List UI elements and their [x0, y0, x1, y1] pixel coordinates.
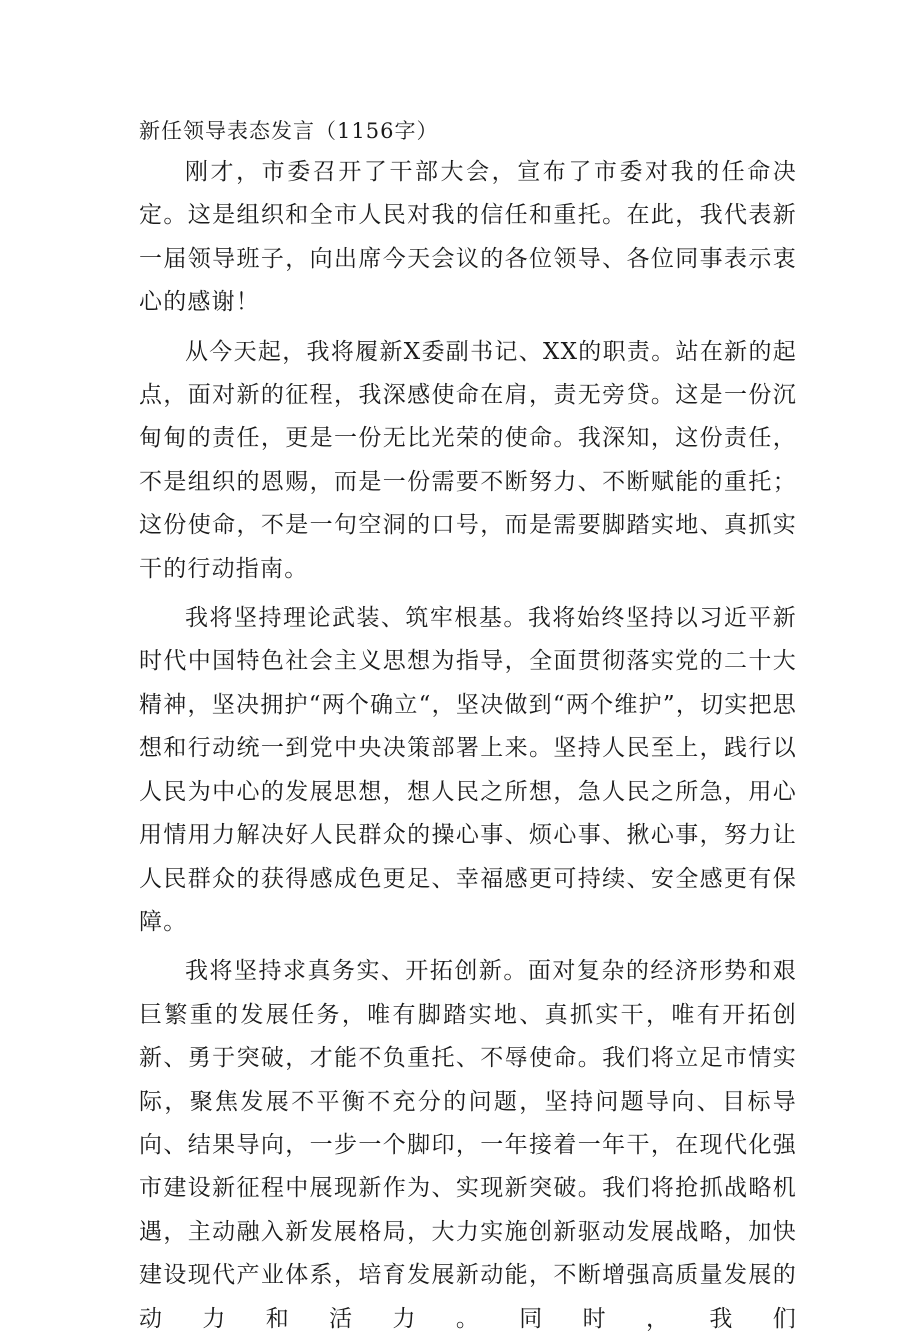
paragraph-theory: 我将坚持理论武装、筑牢根基。我将始终坚持以习近平新时代中国特色社会主义思想为指导，全面贯彻落实党的二十大精神，坚决拥护“两个确立“，坚决做到“两个维护”，切实把思想和行动统一到党中央决策部署上来。坚持人民至上，践行以人民为中心的发展思想，想人民之所想，急人民之所急，用心用情用力解决好人民群众的操心事、烦心事、揪心事，努力让人民群众的获得感成色更足、幸福感更可持续、安全感更有保障。	[139, 605, 797, 935]
paragraph-responsibility: 从今天起，我将履新X委副书记、XX的职责。站在新的起点，面对新的征程，我深感使命在肩，责无旁贷。这是一份沉甸甸的责任，更是一份无比光荣的使命。我深知，这份责任，不是组织的恩赐，而是一份需要不断努力、不断赋能的重托；这份使命，不是一句空洞的口号，而是需要脚踏实地、真抓实干的行动指南。	[139, 338, 797, 582]
paragraph-innovation: 我将坚持求真务实、开拓创新。面对复杂的经济形势和艰巨繁重的发展任务，唯有脚踏实地、真抓实干，唯有开拓创新、勇于突破，才能不负重托、不辱使命。我们将立足市情实际，聚焦发展不平衡不充分的问题，坚持问题导向、目标导向、结果导向，一步一个脚印，一年接着一年干，在现代化强市建设新征程中展现新作为、实现新突破。我们将抢抓战略机遇，主动融入新发展格局，大力实施创新驱动发展战略，加快建设现代产业体系，培育发展新动能，不断增强高质量发展的动力和活力。同时，我们	[139, 958, 797, 1332]
paragraph-opening: 刚才，市委召开了干部大会，宣布了市委对我的任命决定。这是组织和全市人民对我的信任和重托。在此，我代表新一届领导班子，向出席今天会议的各位领导、各位同事表示衷心的感谢！	[139, 159, 797, 316]
document-title: 新任领导表态发言（1156字）	[139, 119, 439, 143]
document-body	[139, 112, 797, 1341]
